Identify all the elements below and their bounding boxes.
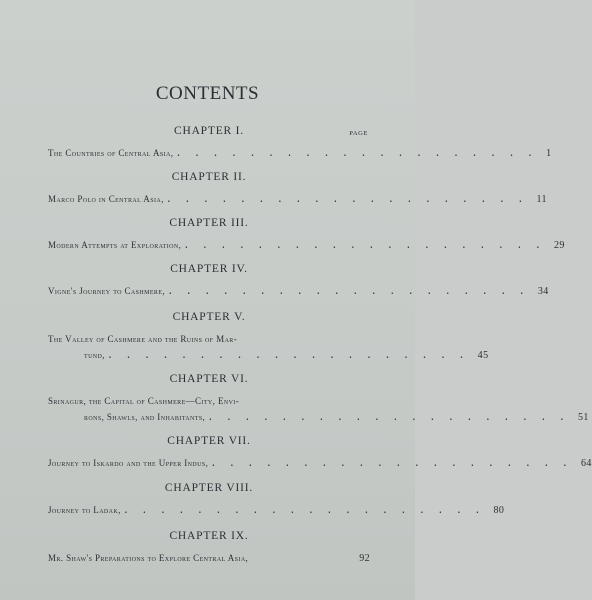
chapter-heading: CHAPTER II. <box>171 171 247 183</box>
toc-entry[interactable] <box>48 283 549 300</box>
entry-title: Srinagur, the Capital of Cashmere—City, Envi- <box>48 396 240 406</box>
entry-title: Mr. Shaw's Preparations to Explore Central Asia, <box>48 553 249 563</box>
chapter-heading: CHAPTER V. <box>172 311 246 323</box>
dot-leader: . . . . . . . . . . . . . . . . . . . . <box>185 240 546 250</box>
entry-title: Modern Attempts at Exploration, <box>48 240 182 250</box>
toc-entry[interactable] <box>48 550 370 567</box>
page-number: 45 <box>477 350 489 361</box>
chapter-heading: CHAPTER IX. <box>169 530 249 542</box>
toc-entry-line[interactable] <box>48 393 370 409</box>
entry-title: Journey to Ladak, <box>48 505 121 515</box>
page-number: 51 <box>577 412 589 423</box>
entry-title: The Valley of Cashmere and the Ruins of Mar- <box>48 334 238 344</box>
toc-entry[interactable] <box>48 145 552 162</box>
page-number: 64 <box>581 458 592 469</box>
page-number: 34 <box>537 286 549 297</box>
page-number: 80 <box>493 505 505 516</box>
chapter-5 <box>48 311 489 364</box>
dot-leader: . . . . . . . . . . . . . . . . . . . . <box>108 350 470 360</box>
chapter-heading: CHAPTER VI. <box>169 373 249 385</box>
page-title: CONTENTS <box>155 83 260 104</box>
entry-title-continued: tund, <box>84 350 105 360</box>
chapter-6 <box>48 373 589 426</box>
page-number: 29 <box>554 240 565 251</box>
toc-entry[interactable] <box>48 191 547 208</box>
chapter-9 <box>48 530 370 567</box>
toc-entry[interactable] <box>48 237 565 254</box>
chapter-heading: CHAPTER IV. <box>170 263 248 275</box>
toc-entry[interactable] <box>48 502 505 519</box>
chapter-heading: CHAPTER I. <box>174 125 244 137</box>
chapter-heading: CHAPTER VIII. <box>164 482 254 494</box>
chapter-8 <box>48 482 505 519</box>
dot-leader: . . . . . . . . . . . . . . . . . . . . <box>209 412 570 422</box>
toc-entry[interactable] <box>48 409 589 426</box>
chapter-2 <box>48 171 547 208</box>
dot-leader: . . . . . . . . . . . . . . . . . . . . <box>169 286 530 296</box>
page-number: 1 <box>546 148 552 159</box>
entry-title: Journey to Iskardo and the Upper Indus, <box>48 458 209 468</box>
dot-leader: . . . . . . . . . . . . . . . . . . . . <box>167 194 529 204</box>
chapter-1 <box>48 125 552 162</box>
page-number: 11 <box>536 194 547 205</box>
page-number: 92 <box>359 553 370 564</box>
entry-title: Marco Polo in Central Asia, <box>48 194 164 204</box>
chapter-3 <box>48 217 565 254</box>
toc-entry-line[interactable] <box>48 331 370 347</box>
entry-title-continued: rons, Shawls, and Inhabitants, <box>84 412 206 422</box>
entry-title: Vigne's Journey to Cashmere, <box>48 286 166 296</box>
toc-entry[interactable] <box>48 455 592 472</box>
dot-leader: . . . . . . . . . . . . . . . . . . . . <box>212 458 573 468</box>
chapter-heading: CHAPTER III. <box>169 217 249 229</box>
toc-entry[interactable] <box>48 347 489 364</box>
chapter-4 <box>48 263 549 300</box>
chapter-heading: CHAPTER VII. <box>167 435 251 447</box>
dot-leader: . . . . . . . . . . . . . . . . . . . . <box>177 148 539 158</box>
chapter-7 <box>48 435 592 472</box>
dot-leader: . . . . . . . . . . . . . . . . . . . . <box>124 505 486 515</box>
page-column-label: PAGE <box>349 130 368 137</box>
entry-title: The Countries of Central Asia, <box>48 148 174 158</box>
